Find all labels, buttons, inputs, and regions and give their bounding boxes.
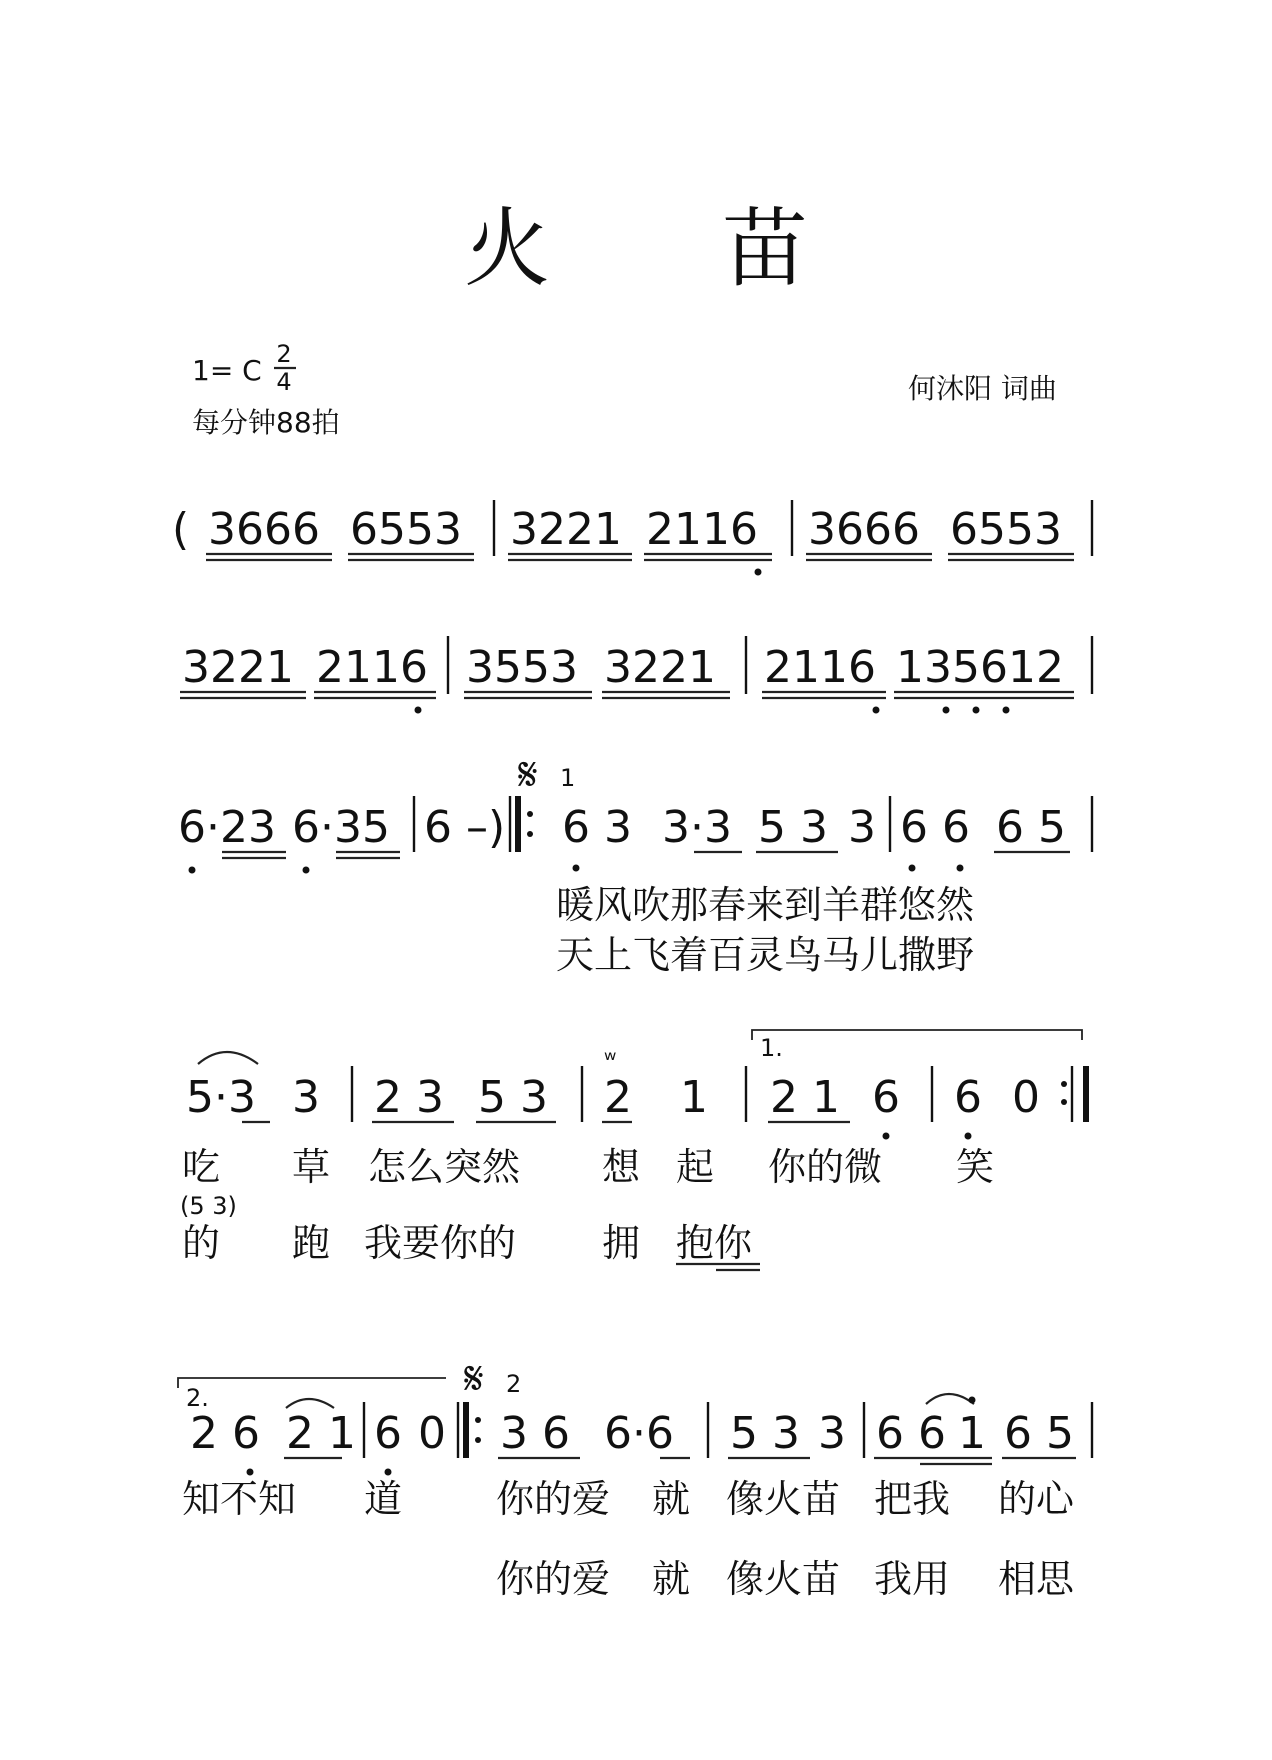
- note-group: 6 5: [1004, 1408, 1074, 1459]
- note-group: 2116: [646, 504, 758, 555]
- tempo-marking: 每分钟88拍: [192, 406, 340, 439]
- note-group: 6 –): [424, 802, 506, 853]
- note-group: 3221: [182, 642, 294, 693]
- segno-sign: 𝄋: [464, 1351, 484, 1405]
- note-group: 6553: [350, 504, 462, 555]
- note-group: 3: [848, 802, 876, 853]
- lyric-word: 吃: [182, 1145, 221, 1189]
- score-row-1: [172, 500, 1092, 576]
- low-octave-dot: [189, 867, 196, 874]
- low-octave-dot: [385, 1469, 392, 1476]
- lyric-word: 你的爱: [496, 1557, 611, 1601]
- segno-sign: 𝄋: [518, 747, 538, 801]
- low-octave-dot: [303, 867, 310, 874]
- time-signature-top: 2: [276, 340, 292, 368]
- lyric-word: 抱你: [676, 1221, 753, 1265]
- note-group: 0: [418, 1408, 446, 1459]
- note-group: 3221: [604, 642, 716, 693]
- lyric-word: 草: [292, 1145, 331, 1189]
- lyric-word: 道: [364, 1477, 403, 1521]
- note-group: 6·35: [292, 802, 390, 853]
- ending-label-1: 1.: [760, 1034, 783, 1062]
- note-group: 6 3: [562, 802, 632, 853]
- low-octave-dot: [573, 865, 580, 872]
- note-group: 6·23: [178, 802, 276, 853]
- segno-number: 1: [560, 764, 576, 792]
- composer-credit: 何沐阳 词曲: [908, 372, 1057, 405]
- low-octave-dot: [415, 707, 422, 714]
- low-octave-dot: [909, 865, 916, 872]
- lyric-word: 我用: [874, 1557, 951, 1601]
- lyric-word: 起: [676, 1145, 715, 1189]
- lyric-word: 就: [652, 1557, 691, 1601]
- score-row-2: [180, 636, 1092, 714]
- low-octave-dot: [1003, 707, 1010, 714]
- lyric-word: 知不知: [182, 1477, 297, 1521]
- note-group: 3·3: [662, 802, 732, 853]
- lyric-word: 相思: [998, 1557, 1075, 1601]
- key-signature: 1= C: [192, 354, 262, 387]
- low-octave-dot: [247, 1469, 254, 1476]
- lyric-word: 你的爱: [496, 1477, 611, 1521]
- low-octave-dot: [883, 1133, 890, 1140]
- note-group: 5·3: [186, 1072, 256, 1123]
- note-group: 6·6: [604, 1408, 674, 1459]
- note-group: 6 5: [996, 802, 1066, 853]
- note-group: 6: [374, 1408, 402, 1459]
- note-group: 2116: [316, 642, 428, 693]
- repeat-dot: [475, 1437, 481, 1443]
- low-octave-dot: [957, 865, 964, 872]
- repeat-dot: [1061, 1081, 1067, 1087]
- repeat-dot: [1061, 1099, 1067, 1105]
- note-group: 2 1: [286, 1408, 356, 1459]
- lyric-word: 像火苗: [726, 1557, 841, 1601]
- ornament: ʷ: [604, 1046, 617, 1074]
- low-octave-dot: [943, 707, 950, 714]
- note-group: 135612: [896, 642, 1064, 693]
- repeat-dot: [527, 811, 533, 817]
- score-row-3: [178, 747, 1092, 977]
- note-group: 6 6: [900, 802, 970, 853]
- slur: [926, 1394, 974, 1404]
- note-group: 3: [292, 1072, 320, 1123]
- lyric-line-1: 暖风吹那春来到羊群悠然: [556, 883, 975, 927]
- lyric-word: 就: [652, 1477, 691, 1521]
- lyric-word: 我要你的: [364, 1221, 517, 1265]
- low-octave-dot: [973, 707, 980, 714]
- lyric-word: 你的微: [768, 1145, 883, 1189]
- repeat-dot: [475, 1417, 481, 1423]
- high-octave-dot: [969, 1397, 976, 1404]
- lyric-word: 想: [602, 1145, 641, 1189]
- note-group: 3666: [808, 504, 920, 555]
- alternate-notes: (5 3): [180, 1192, 237, 1220]
- note-group: 6: [872, 1072, 900, 1123]
- note-group: 2 1: [770, 1072, 840, 1123]
- segno-number: 2: [506, 1370, 522, 1398]
- note-group: 3: [818, 1408, 846, 1459]
- lyric-word: 拥: [602, 1221, 641, 1265]
- note-group: 5 3: [730, 1408, 800, 1459]
- note-group: 2 6: [190, 1408, 260, 1459]
- ending-label-2: 2.: [186, 1384, 209, 1412]
- lyric-word: 怎么突然: [368, 1145, 521, 1189]
- note-group: 6 6: [876, 1408, 946, 1459]
- low-octave-dot: [873, 707, 880, 714]
- time-signature-bottom: 4: [276, 368, 292, 396]
- note-group: 0: [1012, 1072, 1040, 1123]
- slur: [198, 1052, 258, 1064]
- open-paren: (: [172, 504, 190, 555]
- song-title: 火 苗: [464, 199, 808, 299]
- score-row-5: [178, 1351, 1092, 1601]
- note-group: 3 6: [500, 1408, 570, 1459]
- score-row-4: [180, 1030, 1086, 1270]
- note-group: 5 3: [758, 802, 828, 853]
- note-group: 1: [958, 1408, 986, 1459]
- lyric-line-2: 天上飞着百灵鸟马儿撒野: [556, 933, 975, 977]
- lyric-word: 笑: [956, 1145, 995, 1189]
- lyric-word: 像火苗: [726, 1477, 841, 1521]
- low-octave-dot: [755, 569, 762, 576]
- note-group: 3553: [466, 642, 578, 693]
- slur: [286, 1399, 334, 1408]
- note-group: 5 3: [478, 1072, 548, 1123]
- lyric-word: 把我: [874, 1477, 951, 1521]
- note-group: 2 3: [374, 1072, 444, 1123]
- ending-bracket-2: [178, 1378, 446, 1388]
- note-group: 3221: [510, 504, 622, 555]
- lyric-word: 跑: [292, 1221, 331, 1265]
- lyric-word: 的: [182, 1221, 221, 1265]
- note-group: 1: [680, 1072, 708, 1123]
- low-octave-dot: [965, 1133, 972, 1140]
- lyric-word: 的心: [998, 1477, 1075, 1521]
- note-group: 6553: [950, 504, 1062, 555]
- note-group: 2116: [764, 642, 876, 693]
- note-group: 6: [954, 1072, 982, 1123]
- note-group: 3666: [208, 504, 320, 555]
- ending-bracket-1: [752, 1030, 1082, 1040]
- repeat-dot: [527, 831, 533, 837]
- note-group: 2: [604, 1072, 632, 1123]
